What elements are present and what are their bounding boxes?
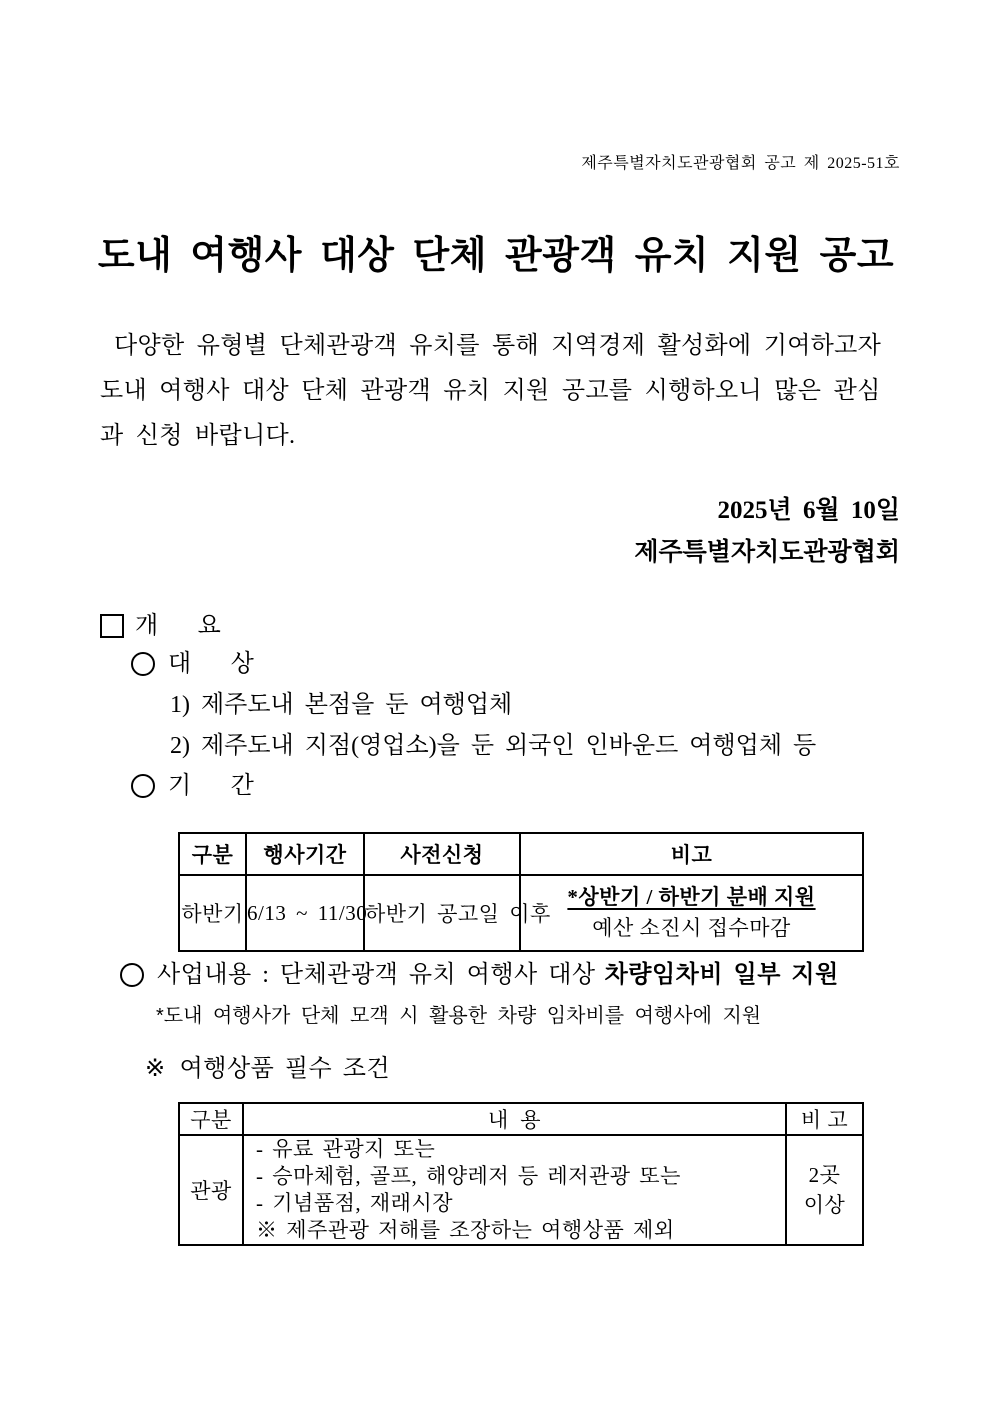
note-line: 2곳 (808, 1163, 841, 1187)
reference-mark-icon: ※ (145, 1056, 166, 1082)
square-bullet-icon (100, 614, 124, 638)
period-heading (131, 767, 992, 805)
business-heading (120, 955, 992, 995)
target-heading (131, 645, 992, 683)
content-line: - 유료 관광지 또는 (256, 1137, 436, 1161)
overview-heading-label: 개 요 (135, 613, 222, 639)
doc-number: 제주특별자치도관광협회 공고 제 2025-51호 (581, 155, 900, 172)
period-table (178, 832, 864, 952)
conditions-table (178, 1102, 864, 1246)
target-item-2: 2) 제주도내 지점(영업소)을 둔 외국인 인바운드 여행업체 등 (170, 733, 817, 759)
conditions-table-cell-category: 관광 (179, 1135, 243, 1245)
conditions-table-header-row (179, 1103, 863, 1135)
content-line: - 승마체험, 골프, 해양레저 등 레저관광 또는 (256, 1164, 681, 1188)
period-table-cell-note (520, 875, 863, 951)
overview-heading (100, 607, 992, 645)
period-table-cell-category: 하반기 (179, 875, 246, 951)
intro-line: 도내 여행사 대상 단체 관광객 유치 지원 공고를 시행하오니 많은 관심 (100, 378, 881, 404)
issue-date: 2025년 6월 10일 (717, 497, 900, 524)
period-table-header-row (179, 833, 863, 875)
business-heading-emphasis: 차량임차비 일부 지원 (604, 962, 839, 988)
content-line: - 기념품점, 재래시장 (256, 1191, 454, 1215)
intro-line: 다양한 유형별 단체관광객 유치를 통해 지역경제 활성화에 기여하고자 (114, 333, 882, 359)
period-table-header-pre-application: 사전신청 (364, 833, 520, 875)
note-line: 이상 (803, 1193, 846, 1217)
conditions-table-header-note: 비 고 (786, 1103, 863, 1135)
target-item-1: 1) 제주도내 본점을 둔 여행업체 (170, 692, 513, 718)
period-heading-label: 기 간 (168, 773, 255, 799)
org-name: 제주특별자치도관광협회 (634, 539, 900, 566)
business-heading-label: 사업내용 : 단체관광객 유치 여행사 대상 (157, 962, 596, 988)
conditions-table-header-category: 구분 (179, 1103, 243, 1135)
period-table-cell-pre-application: 하반기 공고일 이후 (364, 875, 520, 951)
note-primary: *상반기 / 하반기 분배 지원 (567, 885, 816, 909)
conditions-heading (145, 1050, 992, 1088)
period-table-header-note: 비고 (520, 833, 863, 875)
circle-bullet-icon (131, 774, 155, 798)
circle-bullet-icon (120, 963, 144, 987)
period-table-row (179, 875, 863, 951)
page-title: 도내 여행사 대상 단체 관광객 유치 지원 공고 (97, 235, 895, 277)
conditions-heading-label: 여행상품 필수 조건 (179, 1056, 391, 1082)
note-secondary: 예산 소진시 접수마감 (592, 916, 791, 940)
period-table-header-event-period: 행사기간 (246, 833, 364, 875)
target-heading-label: 대 상 (168, 651, 255, 677)
circle-bullet-icon (131, 652, 155, 676)
conditions-table-cell-content (243, 1135, 786, 1245)
intro-paragraph (100, 324, 906, 459)
conditions-table-cell-note (786, 1135, 863, 1245)
conditions-table-row (179, 1135, 863, 1245)
period-table-header-category: 구분 (179, 833, 246, 875)
signature-block (0, 490, 900, 574)
content-line: ※ 제주관광 저해를 조장하는 여행상품 제외 (256, 1218, 675, 1242)
business-note: *도내 여행사가 단체 모객 시 활용한 차량 임차비를 여행사에 지원 (156, 1005, 762, 1027)
conditions-table-header-content: 내 용 (243, 1103, 786, 1135)
intro-line: 과 신청 바랍니다. (100, 423, 296, 449)
period-table-cell-event-period: 6/13 ~ 11/30 (246, 875, 364, 951)
